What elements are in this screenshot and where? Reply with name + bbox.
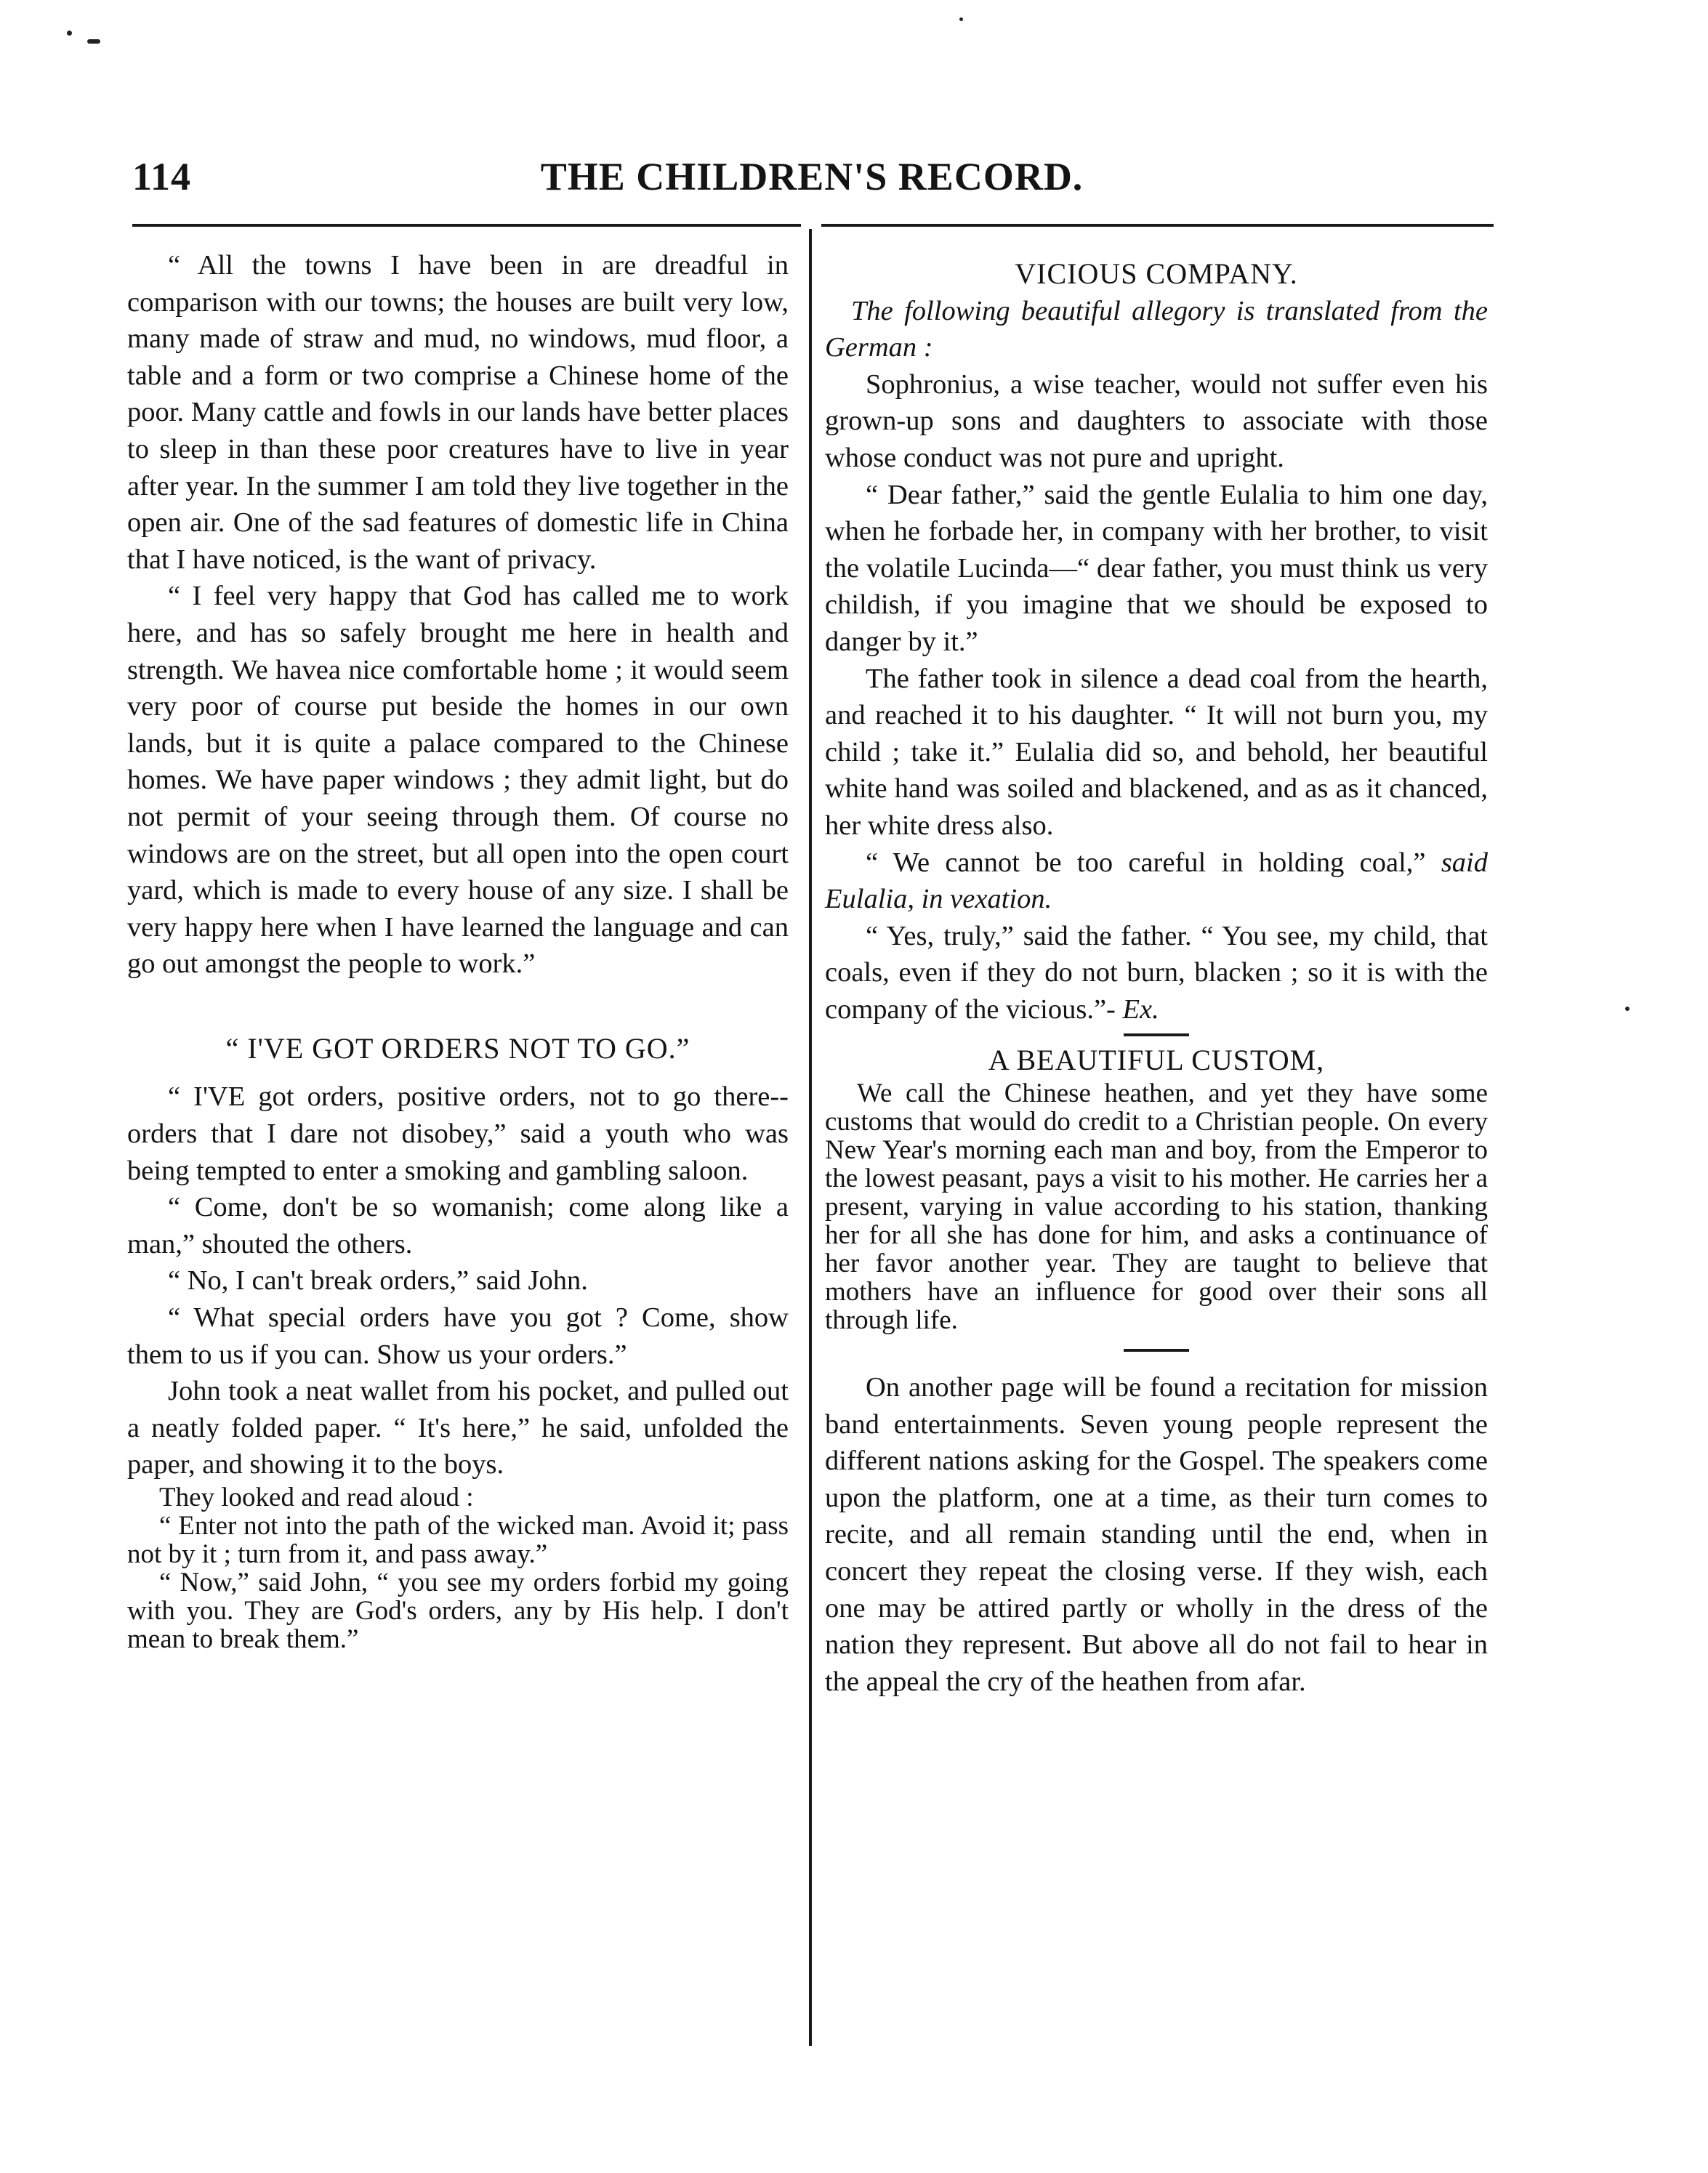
header-rule-left (132, 224, 801, 227)
section-spacer (127, 1067, 789, 1079)
section-spacer (825, 247, 1488, 256)
column-divider (809, 229, 812, 2046)
vicious-coal-quote: “ We cannot be too careful in holding coal,” (866, 847, 1426, 878)
orders-paragraph: “ No, I can't break orders,” said John. (168, 1265, 588, 1297)
orders-paragraph: They looked and read aloud : (159, 1483, 474, 1512)
letter-paragraph: “ I feel very happy that God has called me to work here, and has so safely brought me here in health and strength. We havea nice comfortable home ; it would seem very poor of course put beside the homes in our own lands, but it is quite a palace compared to the Chinese homes. We have paper windows ; they admit light, but do not permit of your seeing through them. Of course no windows are on the street, but all open into the open court yard, which is made to every house of any size. I shall be very happy here when I have learned the language and can go out amongst the people to work.” (127, 581, 789, 980)
right-column (825, 247, 1488, 1700)
vicious-final-paragraph (825, 918, 1488, 1028)
vicious-paragraph: Sophronius, a wise teacher, would not suffer even his grown-up sons and daughters to associate with those whose conduct was not pure and upright. (825, 368, 1488, 473)
orders-paragraph: “ Enter not into the path of the wicked man. Avoid it; pass not by it ; turn from it, and pass away.” (127, 1511, 789, 1569)
orders-heading: “ I'VE GOT ORDERS NOT TO GO.” (225, 1031, 690, 1065)
vicious-paragraph: The father took in silence a dead coal from the hearth, and reached it to his daughter. “ It will not burn you, my child ; take it.” Eulalia did so, and behold, her beautiful white hand was soiled and blackened, and as as it chanced, her white dress also. (825, 663, 1488, 841)
scan-speck (1625, 1007, 1630, 1011)
running-header (132, 154, 1491, 212)
orders-tight-block (127, 1483, 789, 1653)
recitation-paragraph: On another page will be found a recitation for mission band entertainments. Seven young people represent the different nations asking for the Gospel. The speakers come upon the platform, one at a time, as their turn comes to recite, and all remain standing until the end, when in concert they repeat the closing verse. If they wish, each one may be attired partly or wholly in the dress of the nation they represent. But above all do not fail to hear in the appeal the cry of the heathen from afar. (825, 1372, 1488, 1697)
scan-speck (87, 39, 100, 44)
vicious-coal-paragraph (825, 844, 1488, 918)
scan-speck (959, 17, 963, 21)
vicious-intro (825, 293, 1488, 366)
custom-block (825, 1079, 1488, 1334)
custom-heading: A BEAUTIFUL CUSTOM, (988, 1044, 1325, 1077)
journal-title: THE CHILDREN'S RECORD. (540, 155, 1084, 198)
vicious-paragraph: “ Dear father,” said the gentle Eulalia to him one day, when he forbade her, in company with her brother, to visit the volatile Lucinda—“ dear father, you must think us very childish, if you imagine that we should be exposed to danger by it.” (825, 479, 1488, 657)
vicious-final-text: “ Yes, truly,” said the father. “ You see, my child, that coals, even if they do not burn, blacken ; so it is with the company of the vicious.”- (825, 920, 1488, 1025)
custom-paragraph: We call the Chinese heathen, and yet they have some customs that would do credit to a Christian people. On every New Year's morning each man and boy, from the Emperor to the lowest peasant, pays a visit to his mother. He carries her a present, varying in value according to his station, thanking her for all she has done for him, and asks a continuance of her favor another year. They are taught to believe that mothers have an influence for good over their sons all through life. (825, 1079, 1488, 1336)
section-spacer (127, 983, 789, 1031)
section-spacer (825, 1028, 1488, 1033)
header-rule-right (821, 224, 1494, 227)
vicious-source: Ex. (1122, 993, 1159, 1025)
letter-paragraph: “ All the towns I have been in are dreadful in comparison with our towns; the houses are built very low, many made of straw and mud, no windows, mud floor, a table and a form or two comprise a Chinese home of the poor. Many cattle and fowls in our lands have better places to sleep in than these poor creatures have to live in year after year. In the summer I am told they live together in the open air. One of the sad features of domestic life in China that I have noticed, is the want of privacy. (127, 250, 789, 575)
left-column (127, 247, 789, 1653)
section-spacer (825, 1334, 1488, 1349)
page-number: 114 (132, 155, 192, 198)
vicious-intro-text: The following beautiful allegory is translated from the German : (825, 295, 1488, 363)
orders-paragraph: “ What special orders have you got ? Come, show them to us if you can. Show us your orders.” (127, 1302, 789, 1370)
section-spacer (825, 1036, 1488, 1042)
orders-paragraph: John took a neat wallet from his pocket, and pulled out a neatly folded paper. “ It's here,” he said, unfolded the paper, and showing it to the boys. (127, 1376, 789, 1480)
orders-paragraph: “ I'VE got orders, positive orders, not to go there--orders that I dare not disobey,” said a youth who was being tempted to enter a smoking and gambling saloon. (127, 1081, 789, 1186)
vicious-coal-said: said Eulalia, in vexation. (825, 847, 1489, 915)
section-spacer (825, 1352, 1488, 1369)
orders-paragraph: “ Now,” said John, “ you see my orders forbid my going with you. They are God's orders, any by His help. I don't mean to break them.” (127, 1568, 789, 1654)
orders-paragraph: “ Come, don't be so womanish; come along like a man,” shouted the others. (127, 1192, 789, 1259)
vicious-heading: VICIOUS COMPANY. (1015, 257, 1298, 290)
scan-speck (67, 31, 72, 36)
